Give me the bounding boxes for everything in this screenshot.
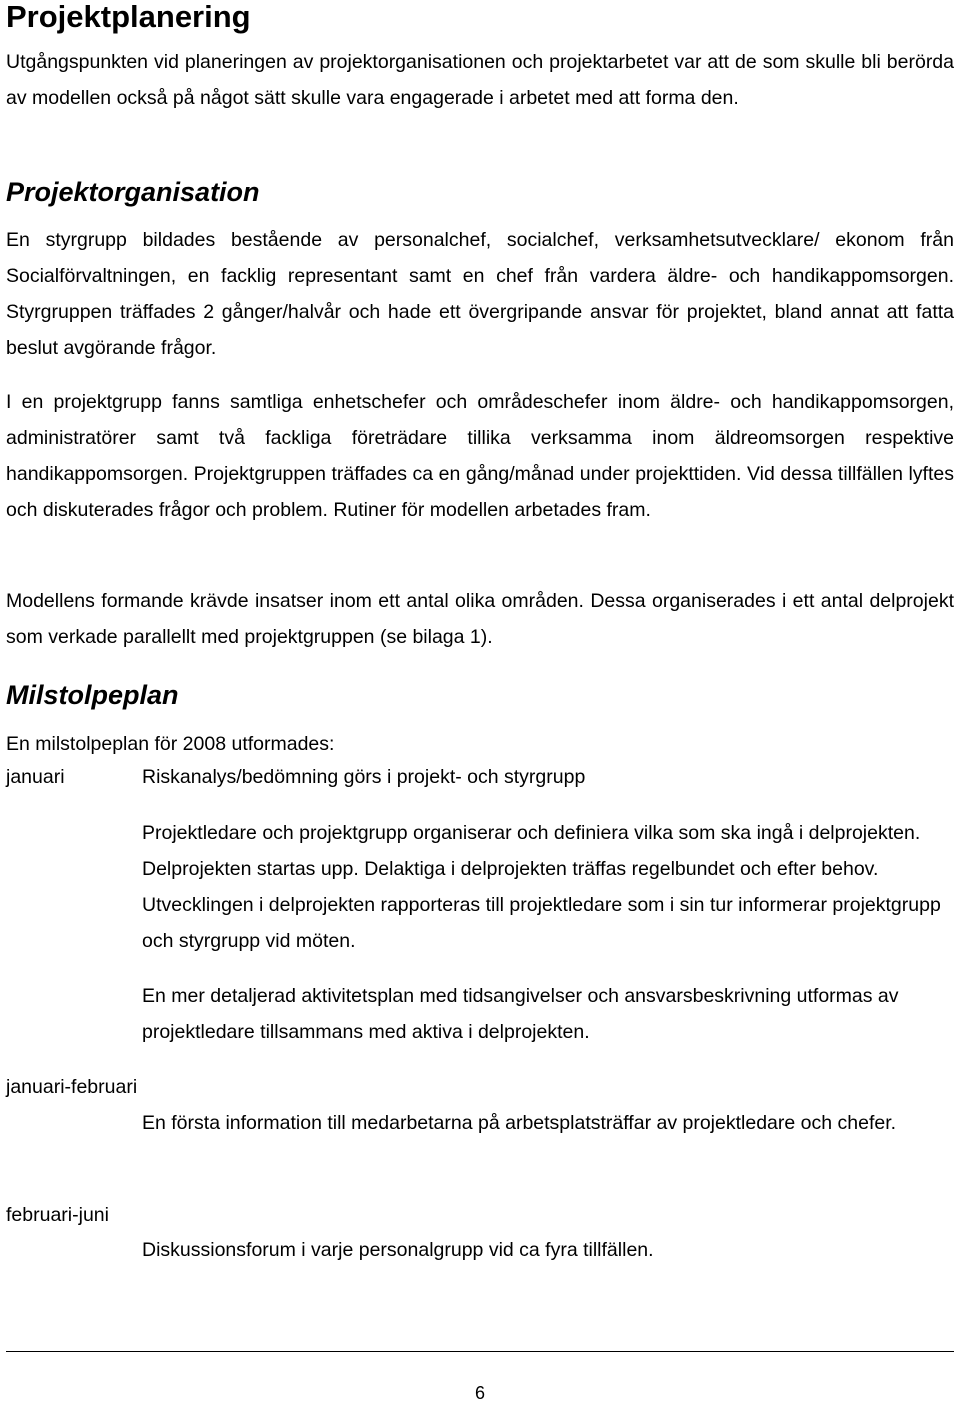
page-number: 6 <box>474 1383 485 1403</box>
page-title: Projektplanering <box>6 0 251 34</box>
milestone-period: januari <box>6 766 65 788</box>
section-heading-organisation: Projektorganisation <box>6 177 260 207</box>
milestone-entry: Diskussionsforum i varje personalgrupp vid ca fyra tillfällen. <box>142 1239 654 1261</box>
section-heading-milestones: Milstolpeplan <box>6 680 179 710</box>
organisation-paragraph-2: I en projektgrupp fanns samtliga enhetschefer och områdeschefer inom äldre- och handikappomsorgen, administratörer samt två fackliga företrädare tillika verksamma inom äldreomsorgen respektive handikappomsorgen. Projektgruppen träffades ca en gång/månad under projekttiden. Vid dessa tillfällen lyftes och diskuterades frågor och problem. Rutiner för modellen arbetades fram. <box>6 391 954 521</box>
intro-paragraph: Utgångspunkten vid planeringen av projektorganisationen och projektarbetet var att de som skulle bli berörda av modellen också på något sätt skulle vara engagerade i arbetet med att forma den. <box>6 51 954 109</box>
milestone-period: februari-juni <box>6 1204 109 1226</box>
milestones-intro: En milstolpeplan för 2008 utformades: <box>6 733 335 755</box>
milestone-entry: En mer detaljerad aktivitetsplan med tidsangivelser och ansvarsbeskrivning utformas av projektledare tillsammans med aktiva i delprojekten. <box>142 985 899 1043</box>
milestone-period: januari-februari <box>6 1076 138 1098</box>
footer-divider <box>6 1351 954 1352</box>
organisation-paragraph-3: Modellens formande krävde insatser inom ett antal olika områden. Dessa organiserades i ett antal delprojekt som verkade parallellt med projektgruppen (se bilaga 1). <box>6 590 954 648</box>
milestone-entry: Projektledare och projektgrupp organiserar och definiera vilka som ska ingå i delprojekten. Delprojekten startas upp. Delaktiga i delprojekten träffas regelbundet och efter behov. Utvecklingen i delprojekten rapporteras till projektledare som i sin tur informerar projektgrupp och styrgrupp vid möten. <box>142 822 941 952</box>
organisation-paragraph-1: En styrgrupp bildades bestående av personalchef, socialchef, verksamhetsutvecklare/ ekonom från Socialförvaltningen, en facklig representant samt en chef från vardera äldre- och handikappomsorgen. Styrgruppen träffades 2 gånger/halvår och hade ett övergripande ansvar för projektet, bland annat att fatta beslut avgörande frågor. <box>6 229 954 359</box>
milestone-entry: Riskanalys/bedömning görs i projekt- och styrgrupp <box>142 766 586 788</box>
milestone-entry: En första information till medarbetarna på arbetsplatsträffar av projektledare och chefer. <box>142 1112 897 1134</box>
